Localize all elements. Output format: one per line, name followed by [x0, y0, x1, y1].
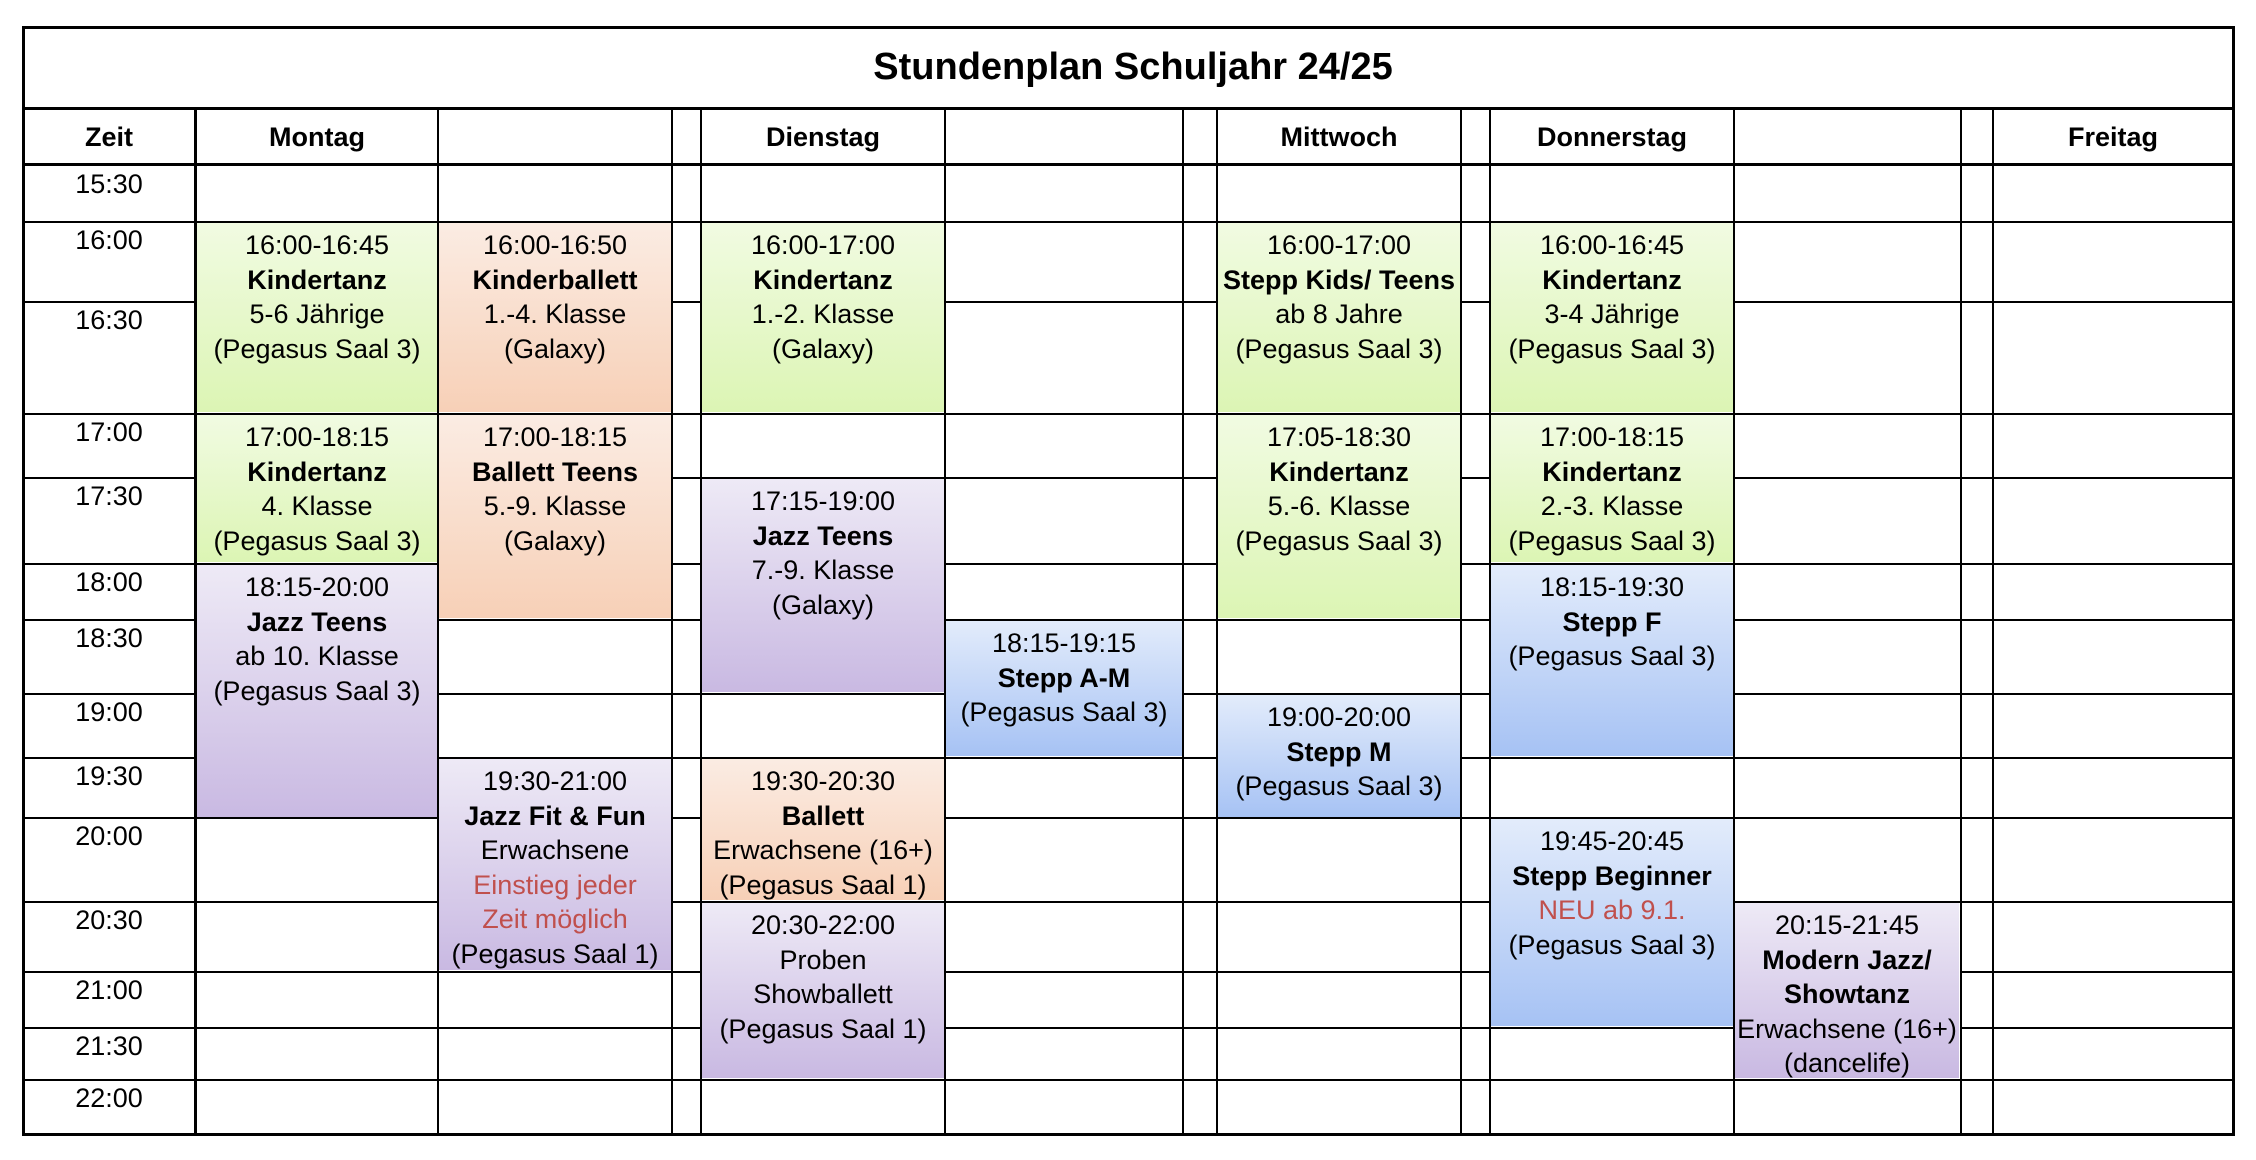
row-divider [944, 477, 1182, 479]
row-divider [672, 971, 700, 973]
class-name: Kindertanz [247, 264, 387, 295]
row-divider [1218, 693, 1460, 695]
row-divider [24, 477, 194, 479]
row-divider [196, 221, 438, 223]
row-divider [1460, 301, 1489, 303]
class-time: 19:30-20:30 [750, 766, 896, 796]
class-block [196, 222, 438, 412]
class-group: 5.-9. Klasse [483, 491, 627, 521]
row-divider [672, 901, 700, 903]
row-divider [944, 1027, 1182, 1029]
class-room: (Galaxy) [503, 333, 606, 364]
class-note: Zeit möglich [482, 904, 628, 934]
row-divider [1960, 901, 1992, 903]
class-time: 17:00-18:15 [244, 422, 390, 452]
row-divider [1992, 817, 2232, 819]
class-block [1491, 818, 1733, 1026]
row-divider [1182, 757, 1216, 759]
class-time: 19:30-21:00 [482, 766, 628, 796]
class-time: 18:15-19:30 [1539, 572, 1685, 602]
table-border [22, 1133, 2235, 1136]
row-divider [1992, 901, 2232, 903]
class-room: (Pegasus Saal 3) [213, 675, 421, 706]
row-divider [1733, 221, 1960, 223]
row-divider [702, 757, 944, 759]
class-name: Modern Jazz/ [1762, 944, 1932, 975]
class-line: Proben [779, 944, 867, 975]
row-divider [1733, 477, 1960, 479]
time-label: 19:30 [75, 761, 143, 791]
row-divider [1182, 221, 1216, 223]
class-block [1218, 414, 1460, 618]
row-divider [1992, 1027, 2232, 1029]
row-divider [944, 817, 1182, 819]
class-time: 19:45-20:45 [1539, 826, 1685, 856]
class-time: 16:00-16:50 [482, 230, 628, 260]
class-room: (Galaxy) [771, 333, 874, 364]
row-divider [1733, 757, 1960, 759]
row-divider [196, 901, 438, 903]
column-divider [1733, 108, 1735, 1134]
column-divider [700, 108, 702, 1134]
row-divider [196, 413, 438, 415]
row-divider [944, 619, 1182, 621]
row-divider [1992, 619, 2232, 621]
row-divider [438, 757, 672, 759]
row-divider [1460, 757, 1489, 759]
column-divider [194, 108, 197, 1134]
row-divider [1733, 1079, 1960, 1081]
row-divider [196, 1027, 438, 1029]
header-divider [22, 163, 2235, 166]
row-divider [1460, 563, 1489, 565]
row-divider [196, 817, 438, 819]
row-divider [24, 221, 194, 223]
row-divider [1733, 413, 1960, 415]
row-divider [1460, 1027, 1489, 1029]
class-block [1491, 222, 1733, 412]
row-divider [1491, 1079, 1733, 1081]
row-divider [672, 757, 700, 759]
class-group: Erwachsene [480, 835, 630, 865]
row-divider [702, 693, 944, 695]
class-block [702, 758, 944, 900]
row-divider [1960, 693, 1992, 695]
column-divider [1992, 108, 1994, 1134]
column-divider [671, 108, 673, 1134]
row-divider [1460, 1079, 1489, 1081]
class-block [1218, 222, 1460, 412]
row-divider [944, 1079, 1182, 1081]
row-divider [672, 301, 700, 303]
class-group: Erwachsene (16+) [713, 835, 933, 865]
row-divider [1960, 817, 1992, 819]
class-time: 17:00-18:15 [482, 422, 628, 452]
class-room: (dancelife) [1783, 1048, 1911, 1078]
class-group: Erwachsene (16+) [1737, 1013, 1957, 1044]
row-divider [1733, 619, 1960, 621]
row-divider [1491, 563, 1733, 565]
row-divider [1460, 413, 1489, 415]
row-divider [1460, 693, 1489, 695]
column-divider [1960, 108, 1962, 1134]
row-divider [1960, 971, 1992, 973]
row-divider [944, 901, 1182, 903]
class-room: (Pegasus Saal 3) [1235, 525, 1443, 556]
class-group: 5.-6. Klasse [1267, 491, 1411, 521]
row-divider [1460, 817, 1489, 819]
row-divider [1992, 221, 2232, 223]
class-name: Jazz Teens [752, 520, 894, 551]
row-divider [1733, 901, 1960, 903]
time-label: 17:00 [75, 417, 143, 447]
time-label: 21:30 [75, 1031, 143, 1061]
class-name: Ballett [781, 800, 865, 831]
row-divider [1218, 1027, 1460, 1029]
class-note: NEU ab 9.1. [1538, 895, 1686, 925]
column-divider [1216, 108, 1218, 1134]
row-divider [24, 1027, 194, 1029]
row-divider [944, 413, 1182, 415]
class-group: 3-4 Jährige [1544, 299, 1680, 329]
row-divider [438, 693, 672, 695]
class-time: 17:05-18:30 [1266, 422, 1412, 452]
row-divider [196, 563, 438, 565]
row-divider [1992, 477, 2232, 479]
class-name: Showtanz [1784, 979, 1910, 1009]
class-time: 16:00-16:45 [244, 230, 390, 260]
class-time: 17:00-18:15 [1539, 422, 1685, 452]
time-label: 17:30 [75, 481, 143, 511]
row-divider [1460, 477, 1489, 479]
row-divider [1182, 301, 1216, 303]
row-divider [1182, 477, 1216, 479]
class-block [702, 478, 944, 692]
row-divider [1960, 1027, 1992, 1029]
row-divider [1992, 563, 2232, 565]
class-room: (Pegasus Saal 3) [1508, 929, 1716, 960]
row-divider [1733, 817, 1960, 819]
time-label: 18:00 [75, 567, 143, 597]
class-name: Stepp F [1562, 606, 1662, 637]
row-divider [672, 221, 700, 223]
class-name: Kindertanz [1269, 456, 1409, 487]
row-divider [438, 971, 672, 973]
time-label: 20:30 [75, 905, 143, 935]
table-border [22, 26, 25, 1136]
row-divider [1992, 413, 2232, 415]
class-block [702, 222, 944, 412]
row-divider [1182, 901, 1216, 903]
row-divider [672, 619, 700, 621]
row-divider [1960, 477, 1992, 479]
class-name: Stepp Beginner [1512, 860, 1712, 891]
class-name: Stepp Kids/ Teens [1222, 264, 1456, 295]
row-divider [702, 413, 944, 415]
row-divider [702, 1079, 944, 1081]
row-divider [1733, 563, 1960, 565]
row-divider [944, 971, 1182, 973]
column-divider [1460, 108, 1462, 1134]
time-label: 15:30 [75, 169, 143, 199]
class-name: Kindertanz [1542, 264, 1682, 295]
row-divider [1182, 971, 1216, 973]
row-divider [702, 221, 944, 223]
class-time: 18:15-19:15 [991, 628, 1137, 658]
row-divider [672, 1027, 700, 1029]
class-group: 2.-3. Klasse [1540, 491, 1684, 521]
row-divider [1960, 563, 1992, 565]
row-divider [944, 563, 1182, 565]
class-name: Kindertanz [247, 456, 387, 487]
row-divider [1182, 1079, 1216, 1081]
row-divider [24, 1079, 194, 1081]
row-divider [24, 693, 194, 695]
row-divider [24, 301, 194, 303]
class-group: ab 10. Klasse [235, 641, 399, 671]
row-divider [1218, 1079, 1460, 1081]
page-title: Stundenplan Schuljahr 24/25 [873, 45, 1393, 88]
row-divider [672, 693, 700, 695]
class-group: 1.-2. Klasse [751, 299, 895, 329]
class-name: Ballett Teens [471, 456, 639, 487]
row-divider [438, 413, 672, 415]
row-divider [1960, 1079, 1992, 1081]
header-montag: Montag [269, 121, 365, 152]
row-divider [196, 971, 438, 973]
header-donnerstag: Donnerstag [1536, 121, 1688, 152]
row-divider [1218, 221, 1460, 223]
class-time: 20:15-21:45 [1774, 910, 1920, 940]
class-block [1735, 902, 1959, 1078]
row-divider [944, 221, 1182, 223]
column-divider [437, 108, 439, 1134]
time-label: 20:00 [75, 821, 143, 851]
row-divider [1182, 1027, 1216, 1029]
class-group: 4. Klasse [261, 491, 373, 521]
class-room: (Pegasus Saal 1) [719, 869, 927, 900]
header-mittwoch: Mittwoch [1280, 121, 1398, 152]
class-room: (Pegasus Saal 1) [719, 1013, 927, 1044]
column-divider [944, 108, 946, 1134]
class-name: Kindertanz [753, 264, 893, 295]
row-divider [1182, 619, 1216, 621]
row-divider [1733, 693, 1960, 695]
row-divider [1218, 901, 1460, 903]
class-name: Jazz Fit & Fun [464, 800, 646, 831]
time-label: 18:30 [75, 623, 143, 653]
header-freitag: Freitag [2067, 121, 2159, 152]
row-divider [944, 757, 1182, 759]
row-divider [1491, 817, 1733, 819]
class-block [438, 222, 672, 412]
row-divider [438, 1079, 672, 1081]
row-divider [1218, 413, 1460, 415]
class-note: Einstieg jeder [473, 869, 637, 900]
class-block [196, 564, 438, 818]
class-room: (Galaxy) [503, 525, 606, 556]
class-time: 18:15-20:00 [244, 572, 390, 602]
row-divider [1460, 901, 1489, 903]
row-divider [1992, 1079, 2232, 1081]
row-divider [1960, 619, 1992, 621]
row-divider [1960, 413, 1992, 415]
row-divider [1218, 971, 1460, 973]
class-time: 20:30-22:00 [750, 910, 896, 940]
row-divider [24, 901, 194, 903]
row-divider [1460, 221, 1489, 223]
row-divider [1182, 413, 1216, 415]
class-name: Kindertanz [1542, 456, 1682, 487]
class-room: (Pegasus Saal 3) [1235, 333, 1443, 364]
row-divider [1960, 757, 1992, 759]
class-name: Kinderballett [472, 264, 638, 295]
row-divider [1182, 693, 1216, 695]
class-group: 7.-9. Klasse [751, 555, 895, 585]
class-line: Showballett [753, 979, 893, 1009]
class-block [1491, 414, 1733, 562]
class-room: (Galaxy) [771, 589, 874, 620]
table-border [2232, 26, 2235, 1136]
row-divider [24, 619, 194, 621]
row-divider [672, 477, 700, 479]
row-divider [24, 563, 194, 565]
time-label: 22:00 [75, 1083, 143, 1113]
class-block [438, 758, 672, 970]
row-divider [196, 1079, 438, 1081]
class-room: (Pegasus Saal 3) [1508, 525, 1716, 556]
row-divider [24, 413, 194, 415]
row-divider [1491, 757, 1733, 759]
header-dienstag: Dienstag [765, 121, 881, 152]
class-group: ab 8 Jahre [1275, 299, 1403, 329]
class-time: 16:00-16:45 [1539, 230, 1685, 260]
row-divider [1218, 619, 1460, 621]
class-time: 16:00-17:00 [750, 230, 896, 260]
row-divider [1992, 301, 2232, 303]
time-label: 16:30 [75, 305, 143, 335]
table-border [22, 26, 2235, 29]
row-divider [702, 901, 944, 903]
row-divider [1960, 301, 1992, 303]
class-name: Stepp M [1286, 736, 1392, 767]
row-divider [1992, 971, 2232, 973]
row-divider [1992, 693, 2232, 695]
class-block [196, 414, 438, 562]
row-divider [1733, 301, 1960, 303]
class-block [946, 620, 1182, 756]
row-divider [1491, 1027, 1733, 1029]
class-time: 17:15-19:00 [750, 486, 896, 516]
column-divider [1182, 108, 1184, 1134]
row-divider [438, 619, 672, 621]
time-label: 19:00 [75, 697, 143, 727]
row-divider [1182, 563, 1216, 565]
class-room: (Pegasus Saal 3) [1235, 771, 1443, 801]
class-group: 5-6 Jährige [249, 299, 385, 329]
time-label: 16:00 [75, 225, 143, 255]
row-divider [1218, 817, 1460, 819]
class-block [438, 414, 672, 618]
class-room: (Pegasus Saal 3) [960, 697, 1168, 727]
row-divider [24, 757, 194, 759]
class-block [702, 902, 944, 1078]
row-divider [1182, 817, 1216, 819]
row-divider [672, 413, 700, 415]
row-divider [1960, 221, 1992, 223]
row-divider [1491, 221, 1733, 223]
row-divider [24, 817, 194, 819]
class-name: Stepp A-M [997, 662, 1131, 693]
class-time: 19:00-20:00 [1266, 702, 1412, 732]
row-divider [1460, 971, 1489, 973]
row-divider [24, 971, 194, 973]
row-divider [1460, 619, 1489, 621]
time-label: 21:00 [75, 975, 143, 1005]
row-divider [672, 1079, 700, 1081]
class-room: (Pegasus Saal 1) [451, 938, 659, 969]
class-room: (Pegasus Saal 3) [1508, 333, 1716, 364]
row-divider [1491, 413, 1733, 415]
title-divider [22, 107, 2235, 110]
column-divider [1489, 108, 1491, 1134]
row-divider [438, 1027, 672, 1029]
row-divider [1992, 757, 2232, 759]
header-zeit: Zeit [84, 121, 133, 152]
row-divider [672, 563, 700, 565]
class-room: (Pegasus Saal 3) [213, 525, 421, 556]
class-block [1218, 694, 1460, 818]
class-group: 1.-4. Klasse [483, 299, 627, 329]
class-block [1491, 564, 1733, 756]
class-room: (Pegasus Saal 3) [1508, 641, 1716, 671]
row-divider [438, 221, 672, 223]
class-time: 16:00-17:00 [1266, 230, 1412, 260]
class-room: (Pegasus Saal 3) [213, 333, 421, 364]
row-divider [944, 301, 1182, 303]
row-divider [672, 817, 700, 819]
class-name: Jazz Teens [246, 606, 388, 637]
row-divider [702, 477, 944, 479]
